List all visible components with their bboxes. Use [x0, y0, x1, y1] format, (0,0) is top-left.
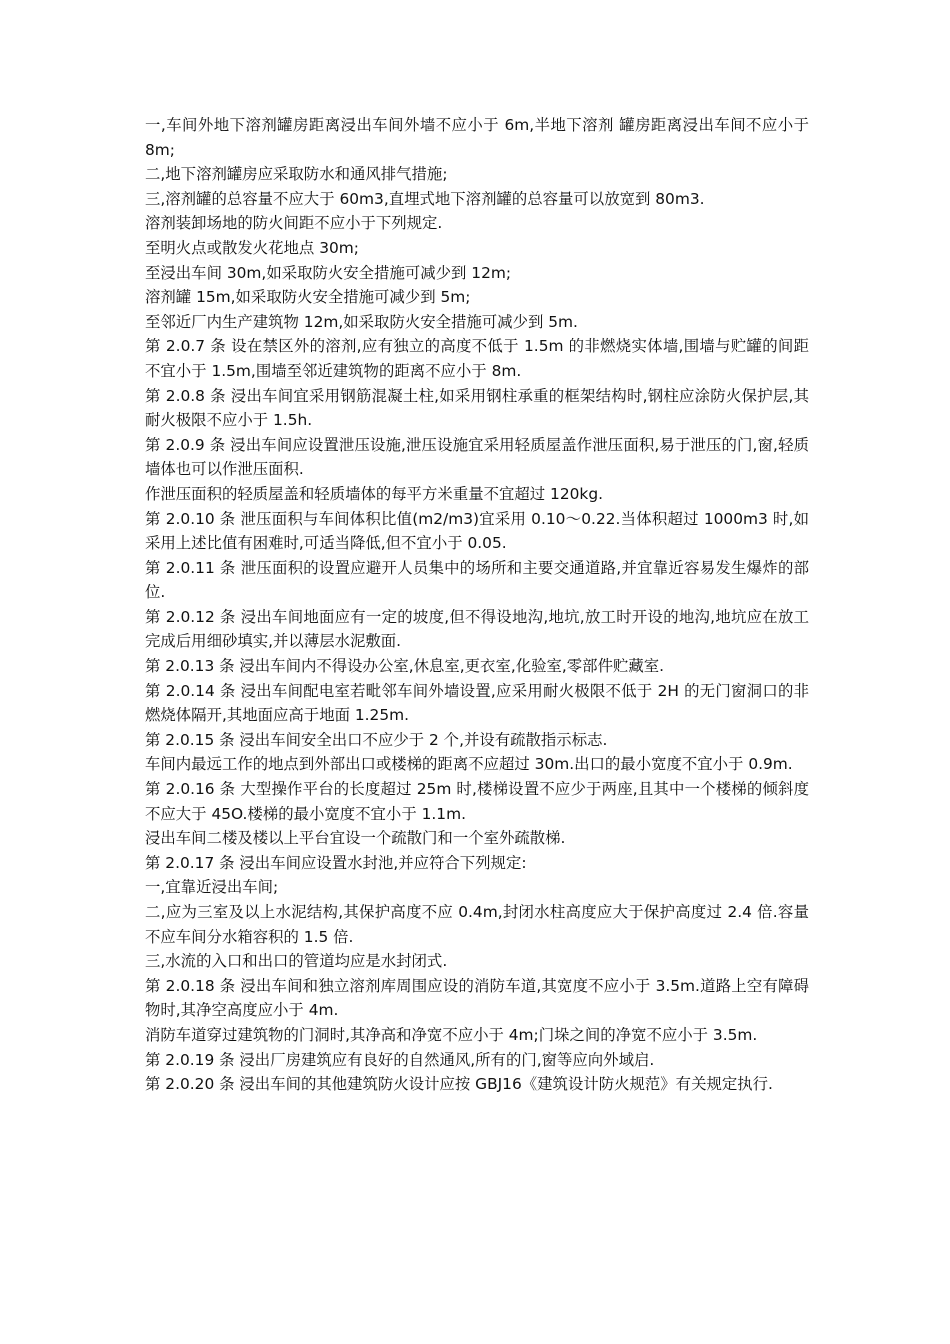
paragraph: 消防车道穿过建筑物的门洞时,其净高和净宽不应小于 4m;门垛之间的净宽不应小于 3.5m. [145, 1025, 758, 1044]
paragraph: 浸出车间二楼及楼以上平台宜设一个疏散门和一个室外疏散梯. [145, 829, 566, 848]
paragraph: 第 2.0.18 条 浸出车间和独立溶剂库周围应设的消防车道,其宽度不应小于 3.5m.道路上空有障碍物时,其净空高度应小于 4m. [145, 976, 809, 1020]
paragraph: 至邻近厂内生产建筑物 12m,如采取防火安全措施可减少到 5m. [145, 312, 578, 331]
paragraph: 第 2.0.15 条 浸出车间安全出口不应少于 2 个,并设有疏散指示标志. [145, 730, 608, 749]
paragraph: 第 2.0.16 条 大型操作平台的长度超过 25m 时,楼梯设置不应少于两座,且其中一个楼梯的倾斜度不应大于 45O.楼梯的最小宽度不宜小于 1.1m. [145, 780, 809, 823]
paragraph: 第 2.0.11 条 泄压面积的设置应避开人员集中的场所和主要交通道路,并宜靠近容易发生爆炸的部位. [145, 558, 809, 602]
paragraph: 作泄压面积的轻质屋盖和轻质墙体的每平方米重量不宜超过 120kg. [145, 484, 603, 503]
paragraph: 三,溶剂罐的总容量不应大于 60m3,直埋式地下溶剂罐的总容量可以放宽到 80m3. [145, 189, 705, 208]
paragraph: 至明火点或散发火花地点 30m; [145, 238, 359, 257]
paragraph: 溶剂罐 15m,如采取防火安全措施可减少到 5m; [145, 288, 471, 307]
paragraph: 一,车间外地下溶剂罐房距离浸出车间外墙不应小于 6m,半地下溶剂 罐房距离浸出车间不应小于 8m; [145, 116, 809, 159]
paragraph: 第 2.0.10 条 泄压面积与车间体积比值(m2/m3)宜采用 0.10～0.22.当体积超过 1000m3 时,如采用上述比值有困难时,可适当降低,但不宜小于 0.05. [145, 509, 809, 553]
paragraph: 第 2.0.14 条 浸出车间配电室若毗邻车间外墙设置,应采用耐火极限不低于 2H 的无门窗洞口的非燃烧体隔开,其地面应高于地面 1.25m. [145, 681, 809, 725]
paragraph: 第 2.0.13 条 浸出车间内不得设办公室,休息室,更衣室,化验室,零部件贮藏室. [145, 657, 665, 676]
paragraph: 溶剂装卸场地的防火间距不应小于下列规定. [145, 214, 443, 233]
paragraph: 第 2.0.17 条 浸出车间应设置水封池,并应符合下列规定: [145, 853, 527, 872]
paragraph: 至浸出车间 30m,如采取防火安全措施可减少到 12m; [145, 263, 512, 282]
paragraph: 第 2.0.9 条 浸出车间应设置泄压设施,泄压设施宜采用轻质屋盖作泄压面积,易于泄压的门,窗,轻质墙体也可以作泄压面积. [145, 435, 809, 479]
paragraph: 第 2.0.7 条 设在禁区外的溶剂,应有独立的高度不低于 1.5m 的非燃烧实体墙,围墙与贮罐的间距不宜小于 1.5m,围墙至邻近建筑物的距离不应小于 8m. [145, 337, 809, 380]
paragraph: 二,地下溶剂罐房应采取防水和通风排气措施; [145, 165, 448, 184]
paragraph: 第 2.0.12 条 浸出车间地面应有一定的坡度,但不得设地沟,地坑,放工时开设的地沟,地坑应在放工完成后用细砂填实,并以薄层水泥敷面. [145, 607, 809, 651]
paragraph: 第 2.0.19 条 浸出厂房建筑应有良好的自然通风,所有的门,窗等应向外域启. [145, 1050, 655, 1069]
paragraph: 第 2.0.20 条 浸出车间的其他建筑防火设计应按 GBJ16《建筑设计防火规范》有关规定执行. [145, 1075, 773, 1094]
paragraph: 三,水流的入口和出口的管道均应是水封闭式. [145, 952, 448, 971]
paragraph: 车间内最远工作的地点到外部出口或楼梯的距离不应超过 30m.出口的最小宽度不宜小于 0.9m. [145, 755, 793, 774]
paragraph: 二,应为三室及以上水泥结构,其保护高度不应 0.4m,封闭水柱高度应大于保护高度过 2.4 倍.容量不应车间分水箱容积的 1.5 倍. [145, 903, 809, 946]
document-body [145, 113, 809, 1097]
paragraph: 第 2.0.8 条 浸出车间宜采用钢筋混凝土柱,如采用钢柱承重的框架结构时,钢柱应涂防火保护层,其耐火极限不应小于 1.5h. [145, 386, 809, 430]
paragraph: 一,宜靠近浸出车间; [145, 878, 279, 897]
